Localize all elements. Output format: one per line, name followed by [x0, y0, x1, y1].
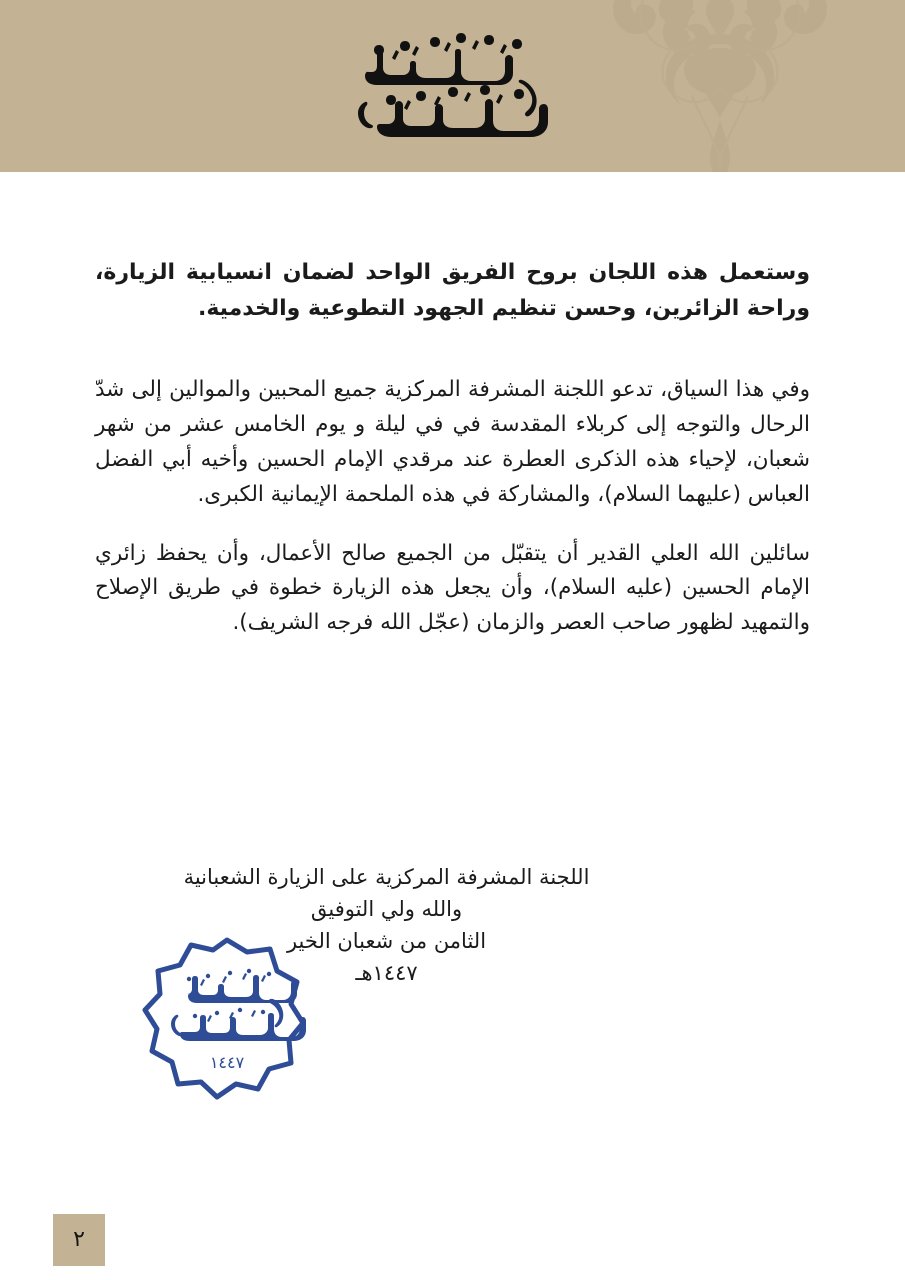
document-body: [95, 255, 810, 641]
signature-committee-name: اللجنة المشرفة المركزية على الزيارة الشعبانية: [183, 865, 590, 889]
paragraph-spacer: [95, 326, 810, 373]
seal-year: ١٤٤٧: [209, 1053, 245, 1072]
committee-logo: [352, 28, 558, 140]
arabesque-ornament-icon: [596, 0, 844, 172]
header-banner: [0, 0, 905, 172]
paragraph-spacer: [95, 513, 810, 537]
paragraph-1: وستعمل هذه اللجان بروح الفريق الواحد لضمان انسيابية الزيارة، وراحة الزائرين، وحسن تنظيم الجهود التطوعية والخدمية.: [95, 260, 810, 321]
paragraph-3: سائلين الله العلي القدير أن يتقبّل من الجميع صالح الأعمال، وأن يحفظ زائري الإمام الحسين (عليه السلام)، وأن يجعل هذه الزيارة خطوة في طريق الإصلاح والتمهيد لظهور صاحب العصر والزمان (عجّل الله فرجه الشريف).: [95, 540, 810, 636]
page-number-badge: ٢: [53, 1214, 105, 1266]
signature-date-text: الثامن من شعبان الخير: [286, 928, 487, 953]
official-seal-stamp: [139, 932, 315, 1108]
signature-date-year: ١٤٤٧هـ: [355, 960, 418, 985]
signature-closing-phrase: والله ولي التوفيق: [310, 896, 463, 921]
paragraph-2: وفي هذا السياق، تدعو اللجنة المشرفة المركزية جميع المحبين والموالين إلى شدّ الرحال والتوجه إلى كربلاء المقدسة في في ليلة و يوم الخامس عشر من شهر شعبان، لإحياء هذه الذكرى العطرة عند مرقدي الإمام الحسين وأخيه أبي الفضل العباس (عليهما السلام)، والمشاركة في هذه الملحمة الإيمانية الكبرى.: [95, 377, 810, 507]
